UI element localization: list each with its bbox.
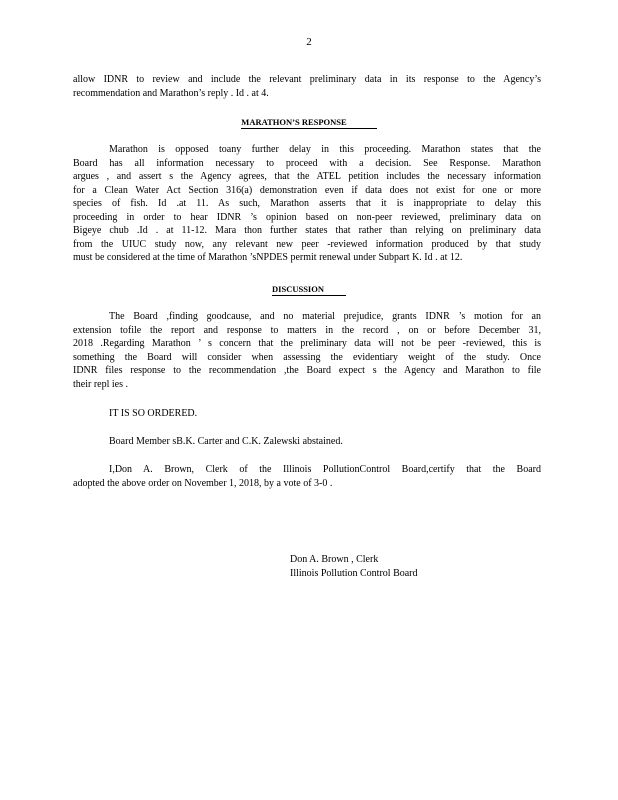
text-line: extension tofile the report and response to matters in the record , on or before December 31, bbox=[73, 324, 541, 336]
paragraph-ordered bbox=[73, 407, 541, 421]
abstention-statement: Board Member sB.K. Carter and C.K. Zalewski abstained. bbox=[109, 436, 343, 447]
text-line: The Board ,finding goodcause, and no material prejudice, grants IDNR ’s motion for an bbox=[109, 311, 541, 322]
text-line: Bigeye chub .Id . at 11-12. Mara thon further states that rather than relying on preliminary data bbox=[73, 225, 541, 236]
text-line: IDNR files response to the recommendation ,the Board expect s the Agency and Marathon to file bbox=[73, 365, 541, 376]
text-line: for a Clean Water Act Section 316(a) demonstration even if data does not exist for one or more bbox=[73, 184, 541, 196]
text-line: argues , and assert s the Agency agrees, that the ATEL petition includes the necessary information bbox=[73, 171, 541, 182]
section-heading-marathon-response: MARATHON’S RESPONSE bbox=[0, 117, 618, 129]
text-line: 2018 .Regarding Marathon ’ s concern that the preliminary data will not be peer -reviewed, this is bbox=[73, 338, 541, 349]
text-line: from the UIUC study now, any relevant new peer -reviewed information produced by that study bbox=[73, 238, 541, 250]
text-line: allow IDNR to review and include the relevant preliminary data in its response to the Agency’s bbox=[73, 74, 541, 85]
paragraph-certification bbox=[73, 463, 541, 490]
text-line: their repl ies . bbox=[73, 378, 128, 390]
text-line: Marathon is opposed toany further delay in this proceeding. Marathon states that the bbox=[109, 144, 541, 155]
signature-name: Don A. Brown , Clerk bbox=[290, 554, 379, 565]
text-line: I,Don A. Brown, Clerk of the Illinois PollutionControl Board,certify that the Board bbox=[109, 464, 541, 475]
section-heading-discussion: DISCUSSION bbox=[0, 284, 618, 296]
text-line: recommendation and Marathon’s reply . Id . at 4. bbox=[73, 87, 269, 99]
text-line: Board has all information necessary to proceed with a decision. See Response. Marathon bbox=[73, 157, 541, 169]
signature-block bbox=[290, 553, 418, 580]
paragraph-discussion bbox=[73, 310, 541, 391]
text-line: something the Board will consider when assessing the evidentiary weight of the study. Once bbox=[73, 351, 541, 363]
text-line: proceeding in order to hear IDNR ’s opinion based on non-peer reviewed, preliminary data on bbox=[73, 211, 541, 223]
page-number: 2 bbox=[306, 36, 312, 48]
paragraph-abstained bbox=[73, 435, 541, 449]
signature-title: Illinois Pollution Control Board bbox=[290, 567, 418, 579]
text-line: species of fish. Id .at 11. As such, Marathon asserts that it is inappropriate to delay this bbox=[73, 198, 541, 209]
order-statement: IT IS SO ORDERED. bbox=[109, 408, 198, 419]
text-line: must be considered at the time of Marathon ’sNPDES permit renewal under Subpart K. Id . at 12. bbox=[73, 252, 463, 263]
paragraph-intro bbox=[73, 73, 541, 100]
text-line: adopted the above order on November 1, 2018, by a vote of 3-0 . bbox=[73, 477, 333, 489]
paragraph-marathon-response bbox=[73, 143, 541, 265]
